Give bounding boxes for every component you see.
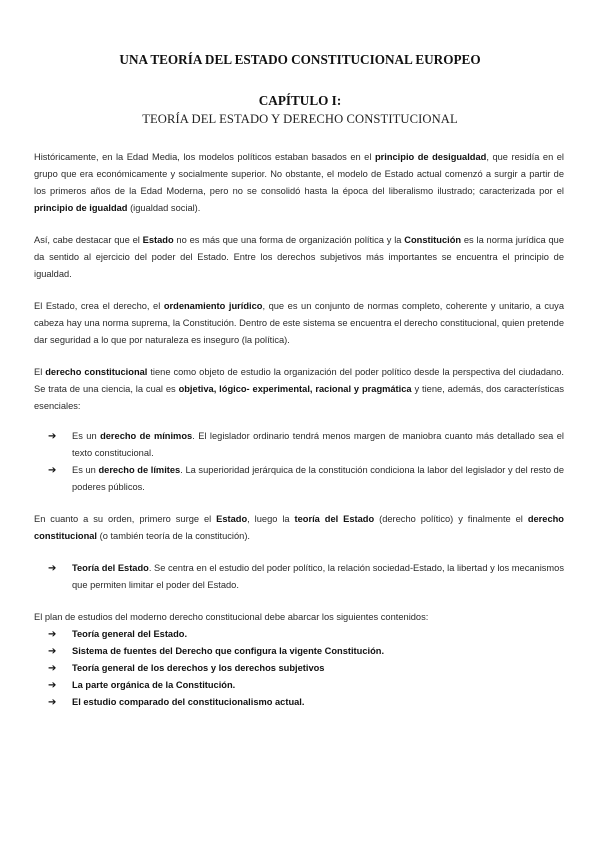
text: . El legislador ordinario tendrá menos margen de maniobra cuanto más detallado sea el texto constitucional. — [72, 431, 564, 458]
list-item — [34, 462, 564, 496]
list-item — [34, 660, 564, 677]
bold-term: principio de desigualdad — [374, 152, 487, 162]
text: El — [34, 367, 46, 377]
arrow-right-icon: ➔ — [48, 465, 57, 476]
list-item — [34, 677, 564, 694]
bold-term: Teoría del Estado — [72, 563, 149, 573]
bold-term: ordenamiento jurídico — [163, 301, 263, 311]
chapter-heading: CAPÍTULO I: — [258, 93, 342, 108]
text: Es un — [72, 465, 99, 475]
contents-list — [34, 626, 564, 711]
bold-term: Estado — [142, 235, 174, 245]
text: (derecho político) y finalmente el — [374, 514, 528, 524]
text: En cuanto a su orden, primero surge el — [34, 514, 217, 524]
bold-term: Sistema de fuentes del Derecho que configura la vigente Constitución. — [72, 646, 385, 656]
chapter-subtitle: TEORÍA DEL ESTADO Y DERECHO CONSTITUCIONAL — [142, 112, 458, 126]
arrow-right-icon: ➔ — [48, 563, 57, 574]
bold-term: objetiva, lógico- experimental, racional y pragmática — [178, 384, 412, 394]
bold-term: derecho constitucional — [34, 514, 564, 541]
text: . La superioridad jerárquica de la constitución condiciona la labor del legislador y del resto de poderes públicos. — [72, 465, 564, 492]
paragraph-history — [34, 149, 564, 217]
characteristics-list — [34, 428, 564, 496]
arrow-right-icon: ➔ — [48, 663, 57, 674]
text: no es más que una forma de organización política y la — [173, 235, 405, 245]
bold-term: La parte orgánica de la Constitución. — [72, 680, 236, 690]
arrow-right-icon: ➔ — [48, 646, 57, 657]
text: El Estado, crea el derecho, el — [34, 301, 164, 311]
bold-term: principio de igualdad — [34, 203, 128, 213]
text: tiene como objeto de estudio la organización del poder político desde la perspectiva del ciudadano. Se trata de una ciencia, la cual es — [34, 367, 564, 394]
text: , luego la — [247, 514, 295, 524]
text: es la norma jurídica que da sentido al ejercicio del poder del Estado. Entre los derechos subjetivos más importantes se encuentra el principio de igualdad. — [34, 235, 564, 279]
paragraph-legal-order — [34, 298, 564, 349]
text: (o también teoría de la constitución). — [97, 531, 250, 541]
paragraph-study-plan: El plan de estudios del moderno derecho constitucional debe abarcar los siguientes contenidos: — [34, 612, 429, 622]
document-title: UNA TEORÍA DEL ESTADO CONSTITUCIONAL EUROPEO — [119, 52, 481, 67]
list-item — [34, 560, 564, 594]
text: y tiene, además, dos características esenciales: — [34, 384, 564, 411]
bold-term: derecho de mínimos — [100, 431, 193, 441]
bold-term: derecho constitucional — [45, 367, 148, 377]
list-item — [34, 626, 564, 643]
list-item — [34, 643, 564, 660]
text: Así, cabe destacar que el — [34, 235, 143, 245]
list-item — [34, 428, 564, 462]
paragraph-constitutional-law — [34, 364, 564, 415]
bold-term: El estudio comparado del constitucionalismo actual. — [72, 697, 305, 707]
bold-term: derecho de límites — [98, 465, 181, 475]
document-body — [34, 149, 564, 726]
arrow-right-icon: ➔ — [48, 629, 57, 640]
text: (igualdad social). — [127, 203, 201, 213]
bold-term: Estado — [216, 514, 248, 524]
bold-term: Teoría general de los derechos y los derechos subjetivos — [72, 663, 325, 673]
text: , que residía en el grupo que era económicamente y socialmente superior. No obstante, el modelo de Estado actual comenzó a surgir a partir de los primeros años de la Edad Moderna, pero no se consolidó hasta la época del liberalismo ilustrado; caracterizada por el — [34, 152, 564, 196]
text: , que es un conjunto de normas completo, coherente y unitario, a cuya cabeza hay una norma suprema, la Constitución. Dentro de este sistema se encuentra el derecho constitucional, quien pretende dar seguridad a lo que por naturaleza es inseguro (la política). — [34, 301, 564, 345]
paragraph-order — [34, 511, 564, 545]
bold-term: Teoría general del Estado. — [72, 629, 188, 639]
list-item — [34, 694, 564, 711]
arrow-right-icon: ➔ — [48, 697, 57, 708]
paragraph-state — [34, 232, 564, 283]
arrow-right-icon: ➔ — [48, 431, 57, 442]
text: Históricamente, en la Edad Media, los modelos políticos estaban basados en el — [34, 152, 375, 162]
text: Es un — [72, 431, 101, 441]
bold-term: teoría del Estado — [294, 514, 375, 524]
bold-term: Constitución — [404, 235, 462, 245]
text: . Se centra en el estudio del poder político, la relación sociedad-Estado, la libertad y los mecanismos que permiten limitar el poder del Estado. — [72, 563, 564, 590]
theory-list — [34, 560, 564, 594]
arrow-right-icon: ➔ — [48, 680, 57, 691]
